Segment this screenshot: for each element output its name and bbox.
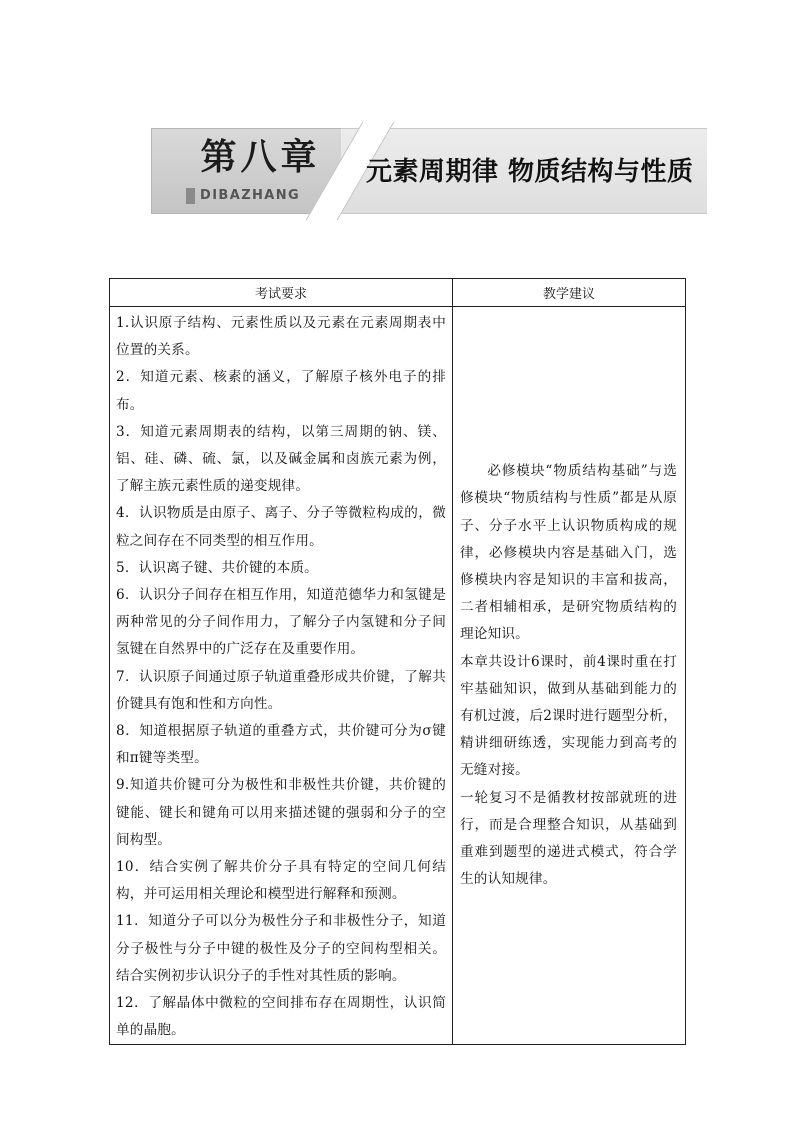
requirement-item-9: 9.知道共价键可分为极性和非极性共价键，共价键的键能、键长和键角可以用来描述键的强弱和分子的空间构型。 — [116, 777, 446, 848]
requirement-item-3: 3．知道元素周期表的结构，以第三周期的钠、镁、铝、硅、磷、硫、氯，以及碱金属和卤族元素为例，了解主族元素性质的递变规律。 — [116, 423, 446, 495]
table-row — [110, 307, 686, 1045]
suggestion-paragraph-1: 必修模块“物质结构基础”与选修模块“物质结构与性质”都是从原子、分子水平上认识物质构成的规律，必修模块内容是基础入门，选修模块内容是知识的丰富和拔高，二者相辅相承，是研究物质结构的理论知识。 — [460, 463, 677, 643]
requirement-item-1: 1.认识原子结构、元素性质以及元素在元素周期表中位置的关系。 — [116, 315, 446, 359]
requirement-item-6: 6．认识分子间存在相互作用，知道范德华力和氢键是两种常见的分子间作用力，了解分子内氢键和分子间氢键在自然界中的广泛存在及重要作用。 — [116, 587, 446, 658]
header-teaching-suggestions: 教学建议 — [453, 279, 686, 307]
exam-requirements-cell — [110, 307, 453, 1045]
requirement-item-4: 4．认识物质是由原子、离子、分子等微粒构成的，微粒之间存在不同类型的相互作用。 — [116, 505, 446, 549]
suggestion-paragraph-2: 本章共设计6课时，前4课时重在打牢基础知识，做到从基础到能力的有机过渡，后2课时进行题型分析，精讲细研练透，实现能力到高考的无缝对接。 — [460, 653, 677, 779]
table-header-row — [110, 279, 686, 307]
requirement-item-2: 2．知道元素、核素的涵义，了解原子核外电子的排布。 — [116, 369, 446, 413]
requirement-item-7: 7．认识原子间通过原子轨道重叠形成共价键，了解共价键具有饱和性和方向性。 — [116, 668, 446, 712]
chapter-marker-icon — [186, 188, 195, 204]
suggestion-paragraph-3: 一轮复习不是循教材按部就班的进行，而是合理整合知识，从基础到重难到题型的递进式模式，符合学生的认知规律。 — [460, 789, 677, 888]
chapter-title: 元素周期律 物质结构与性质 — [366, 157, 694, 187]
requirement-item-5: 5．认识离子键、共价键的本质。 — [116, 559, 318, 576]
chapter-pinyin: DIBAZHANG — [200, 188, 301, 203]
chapter-banner — [151, 128, 707, 214]
requirements-table — [109, 278, 686, 1045]
requirement-item-12: 12．了解晶体中微粒的空间排布存在周期性，认识简单的晶胞。 — [116, 995, 446, 1039]
requirement-item-11: 11．知道分子可以分为极性分子和非极性分子，知道分子极性与分子中键的极性及分子的空间构型相关。结合实例初步认识分子的手性对其性质的影响。 — [116, 913, 446, 984]
requirement-item-8: 8．知道根据原子轨道的重叠方式，共价键可分为σ键和π键等类型。 — [116, 723, 446, 767]
header-exam-requirements: 考试要求 — [110, 279, 453, 307]
chapter-number: 第八章 — [200, 137, 321, 178]
requirement-item-10: 10．结合实例了解共价分子具有特定的空间几何结构，并可运用相关理论和模型进行解释和预测。 — [116, 859, 446, 903]
teaching-suggestions-cell — [453, 307, 686, 1045]
